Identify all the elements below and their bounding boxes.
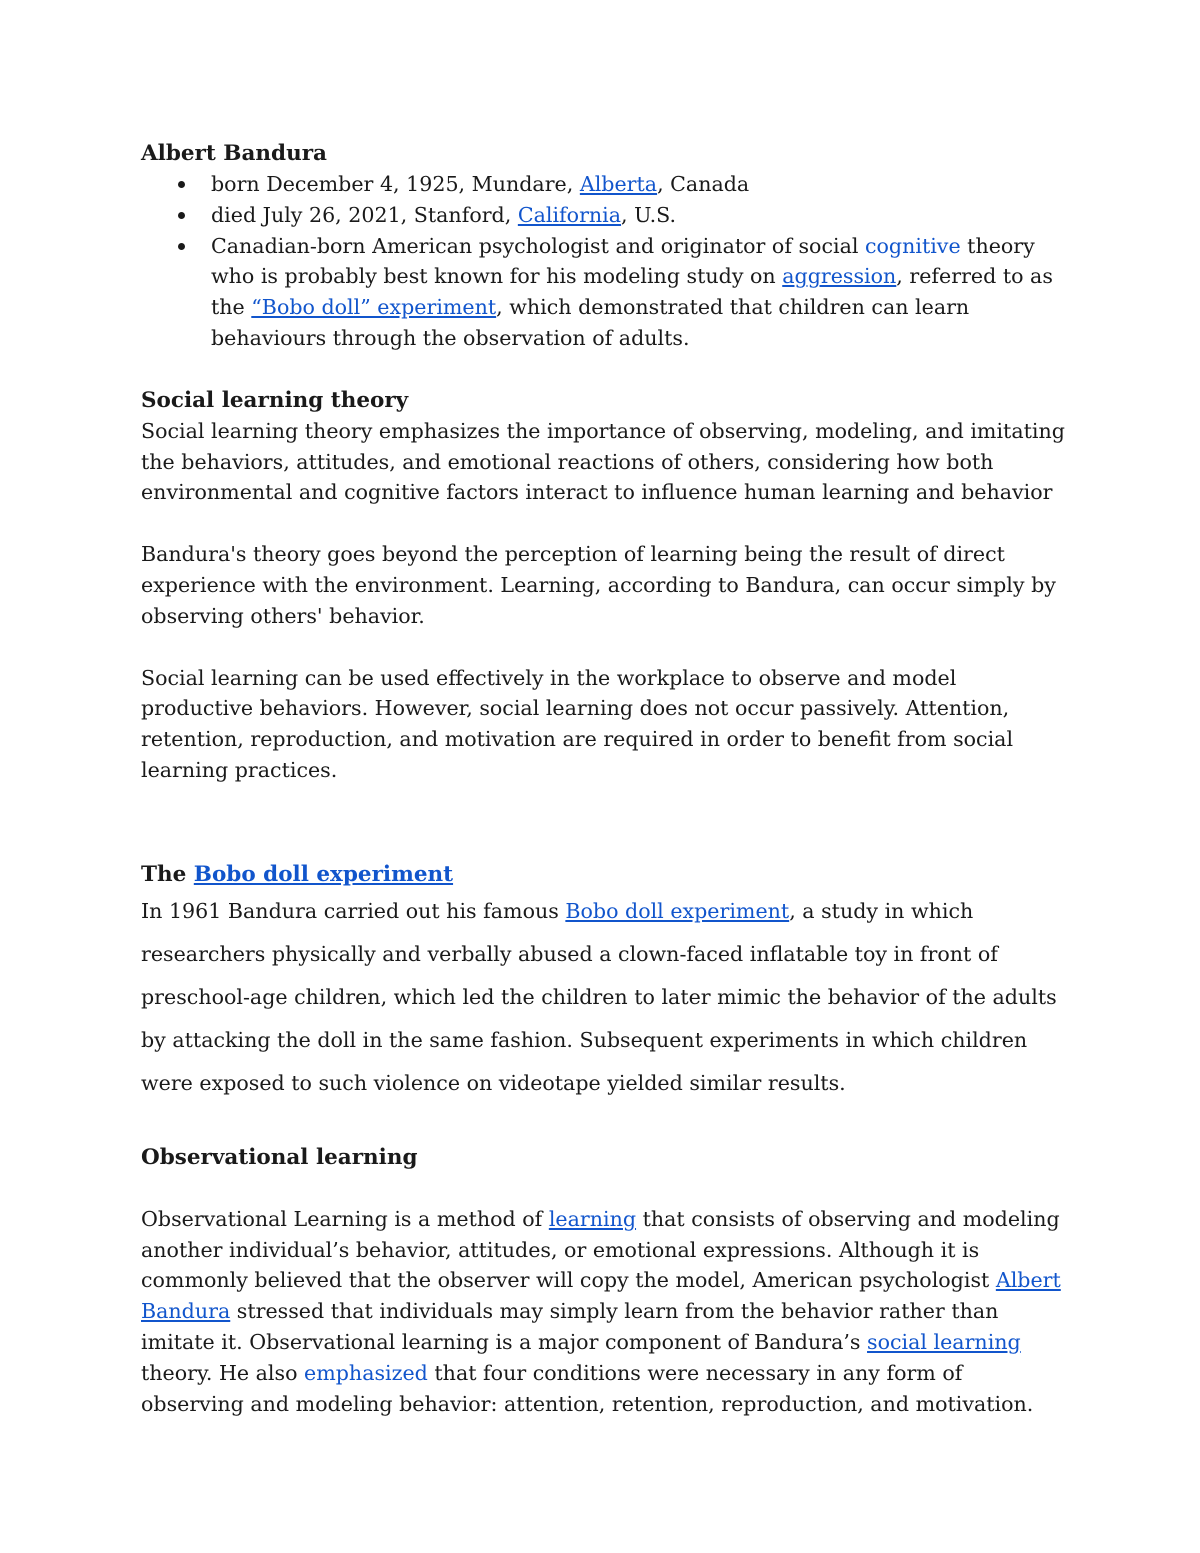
social-learning-paragraph-3: Social learning can be used effectively in the workplace to observe and model productive behaviors. However, social learning does not occur passively. Attention, retention, reproduction, and motivation are required in order to benefit from social learning practices.: [141, 665, 1014, 782]
observational-paragraph: [141, 1204, 1071, 1420]
heading-bobo-doll-experiment: [141, 859, 1071, 890]
text-cognitive: cognitive: [864, 233, 961, 258]
born-text: born December 4, 1925, Mundare,: [211, 172, 580, 196]
list-item-died: [141, 200, 1071, 231]
bandura-facts-list: [141, 169, 1071, 354]
heading-albert-bandura: Albert Bandura: [141, 141, 327, 166]
list-item-born: [141, 169, 1071, 200]
summary-text-2: theory who is probably best known for his modeling study on: [211, 233, 1035, 289]
link-albert-bandura[interactable]: Albert Bandura: [141, 1268, 1061, 1324]
bobo-text-2: , a study in which researchers physically and verbally abused a clown-faced inflatable toy in front of preschool-age children, which led the children to later mimic the behavior of the adults by attacking the doll in the same fashion. Subsequent experiments in which children were exposed to such violence on videotape yielded similar results.: [141, 898, 1057, 1095]
social-learning-paragraph-1: Social learning theory emphasizes the importance of observing, modeling, and imitating the behaviors, attitudes, and emotional reactions of others, considering how both environmental and cognitive factors interact to influence human learning and behavior: [141, 418, 1065, 505]
obs-text-1: Observational Learning is a method of: [141, 1206, 549, 1231]
section-bobo-doll-experiment: [141, 859, 1071, 1105]
obs-text-3: stressed that individuals may simply learn from the behavior rather than imitate it. Observational learning is a major component of Bandura’s: [141, 1299, 999, 1354]
link-social-learning[interactable]: social learning: [867, 1329, 1021, 1354]
heading-prefix: The: [141, 861, 194, 887]
link-california[interactable]: California: [517, 202, 622, 227]
link-bobo-doll-experiment[interactable]: Bobo doll experiment: [565, 898, 790, 923]
heading-observational-learning: Observational learning: [141, 1144, 418, 1170]
section-observational-learning: [141, 1142, 1071, 1420]
obs-text-2: that consists of observing and modeling another individual’s behavior, attitudes, or emotional expressions. Although it is commonly believed that the observer will copy the model, American psychologist: [141, 1206, 1060, 1293]
obs-text-5: that four conditions were necessary in any form of observing and modeling behavior: attention, retention, reproduction, and motivation.: [141, 1360, 1034, 1416]
obs-text-4: theory. He also: [141, 1360, 305, 1385]
born-text-end: , Canada: [657, 172, 750, 196]
died-text-end: , U.S.: [621, 202, 677, 227]
summary-text-3: , referred to as the: [211, 264, 1053, 320]
list-item-summary: [141, 231, 1071, 354]
died-text: died July 26, 2021, Stanford,: [211, 202, 518, 227]
heading-social-learning-theory: Social learning theory: [141, 387, 409, 413]
link-aggression[interactable]: aggression: [782, 264, 897, 289]
bobo-paragraph: [141, 890, 1071, 1105]
summary-text-4: , which demonstrated that children can learn behaviours through the observation of adults.: [211, 295, 970, 350]
summary-text-1: Canadian-born American psychologist and originator of social: [211, 233, 865, 258]
link-learning[interactable]: learning: [548, 1206, 637, 1231]
link-bobo-doll-experiment-quoted[interactable]: “Bobo doll” experiment: [251, 295, 497, 320]
text-emphasized: emphasized: [304, 1360, 428, 1385]
section-social-learning-theory: [141, 385, 1071, 786]
social-learning-paragraph-2: Bandura's theory goes beyond the perception of learning being the result of direct experience with the environment. Learning, according to Bandura, can occur simply by observing others' behavior.: [141, 542, 1056, 628]
link-alberta[interactable]: Alberta: [579, 172, 658, 196]
section-albert-bandura: [141, 138, 1071, 354]
document-page: [141, 138, 1071, 1419]
bobo-text-1: In 1961 Bandura carried out his famous: [141, 898, 566, 923]
heading-link-bobo-doll-experiment[interactable]: Bobo doll experiment: [193, 861, 454, 887]
